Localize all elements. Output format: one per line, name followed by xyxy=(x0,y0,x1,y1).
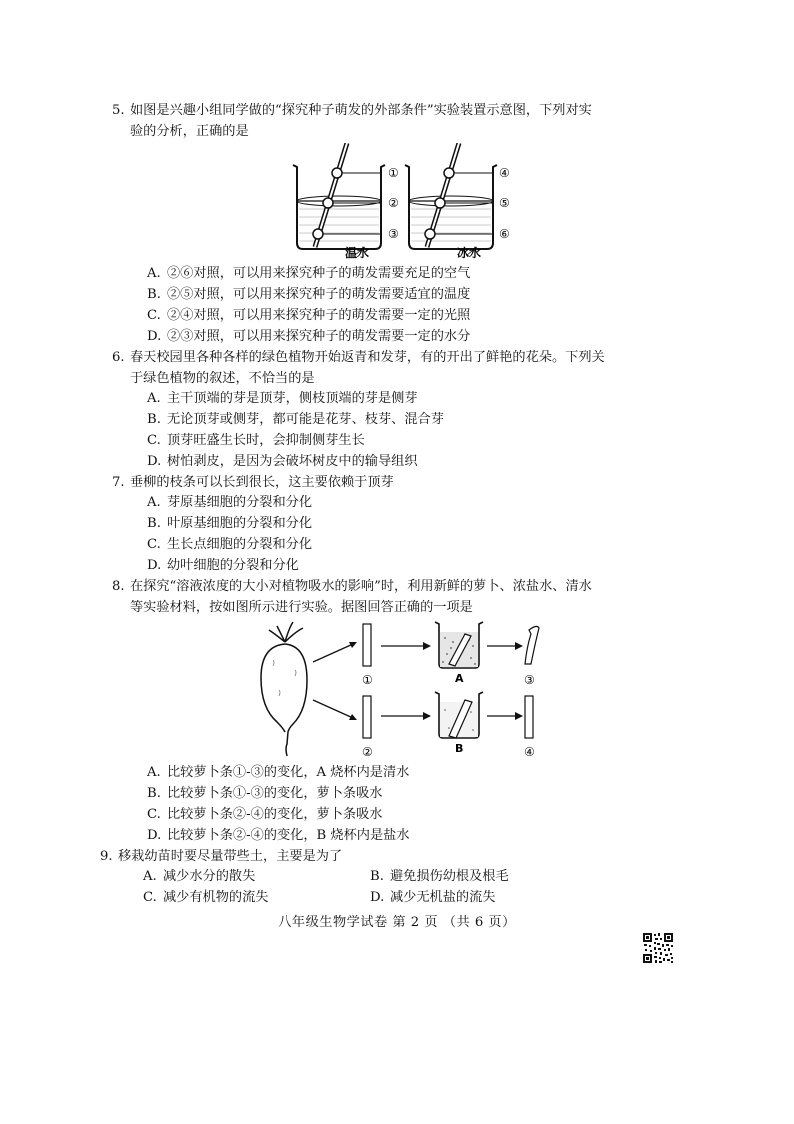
question-5-stem-line-2: 验的分析，正确的是 xyxy=(130,124,249,139)
question-5-option-a: A. ②⑥对照，可以用来探究种子的萌发需要充足的空气 xyxy=(147,266,471,281)
question-6-option-d: D. 树怕剥皮，是因为会破坏树皮中的输导组织 xyxy=(147,454,418,469)
question-number: 8. xyxy=(112,579,125,594)
question-7-option-c: C. 生长点细胞的分裂和分化 xyxy=(147,537,313,552)
question-5-option-c: C. ②④对照，可以用来探究种子的萌发需要一定的光照 xyxy=(147,308,471,323)
page-footer: 八年级生物学试卷 第 2 页 （共 6 页） xyxy=(278,915,516,930)
question-7-option-a: A. 芽原基细胞的分裂和分化 xyxy=(147,495,313,510)
question-6-stem-line-2: 于绿色植物的叙述，不恰当的是 xyxy=(130,371,315,386)
question-8-option-a: A. 比较萝卜条①-③的变化，A 烧杯内是清水 xyxy=(147,765,410,780)
question-9-option-d: D. 减少无机盐的流失 xyxy=(370,890,496,905)
warm-water-caption: 温水 xyxy=(345,246,370,260)
question-6-option-c: C. 顶芽旺盛生长时，会抑制侧芽生长 xyxy=(147,433,365,448)
seed-germination-beakers-figure xyxy=(285,143,525,261)
ice-water-beaker xyxy=(405,143,497,255)
question-6-option-a: A. 主干顶端的芽是顶芽，侧枝顶端的芽是侧芽 xyxy=(147,391,418,406)
question-number: 9. xyxy=(100,849,113,864)
ice-water-caption: 冰水 xyxy=(457,246,482,260)
question-7-option-d: D. 幼叶细胞的分裂和分化 xyxy=(147,558,299,573)
question-number: 5. xyxy=(112,103,125,118)
question-7-stem: 7. 垂柳的枝条可以长到很长，这主要依赖于顶芽 xyxy=(130,472,690,493)
question-number: 7. xyxy=(112,475,125,490)
question-8-stem-line-2: 等实验材料，按如图所示进行实验。据图回答正确的一项是 xyxy=(130,600,473,615)
beaker-label-b: B xyxy=(455,742,464,755)
beaker-a xyxy=(435,622,483,668)
question-8-option-c: C. 比较萝卜条②-④的变化，萝卜条吸水 xyxy=(147,807,383,822)
question-8-option-b: B. 比较萝卜条①-③的变化，萝卜条吸水 xyxy=(147,786,383,801)
qr-code-icon xyxy=(642,932,674,964)
question-5-option-b: B. ②⑤对照，可以用来探究种子的萌发需要适宜的温度 xyxy=(147,287,471,302)
radish-drawing xyxy=(261,622,307,756)
question-7-option-b: B. 叶原基细胞的分裂和分化 xyxy=(147,516,313,531)
strip-marker-3: ③ xyxy=(524,673,535,687)
marker-6: ⑥ xyxy=(499,227,510,241)
question-8-stem-line-1: 8. 在探究“溶液浓度的大小对植物吸水的影响”时，利用新鲜的萝卜、浓盐水、清水 xyxy=(130,576,690,597)
strip-marker-4: ④ xyxy=(524,745,535,759)
marker-4: ④ xyxy=(499,166,510,180)
beaker-b xyxy=(435,692,483,738)
warm-water-beaker xyxy=(293,143,385,255)
marker-3: ③ xyxy=(388,227,399,241)
question-6-stem-line-1: 6. 春天校园里各种各样的绿色植物开始返青和发芽，有的开出了鲜艳的花朵。下列关 xyxy=(130,347,690,368)
question-8-option-d: D. 比较萝卜条②-④的变化，B 烧杯内是盐水 xyxy=(147,828,410,843)
marker-2: ② xyxy=(388,196,399,210)
marker-1: ① xyxy=(388,166,399,180)
question-5-stem-line-1: 5. 如图是兴趣小组同学做的“探究种子萌发的外部条件”实验装置示意图，下列对实 xyxy=(130,100,690,121)
question-6-option-b: B. 无论顶芽或侧芽，都可能是花芽、枝芽、混合芽 xyxy=(147,412,444,427)
strip-marker-2: ② xyxy=(362,745,373,759)
question-9-option-b: B. 避免损伤幼根及根毛 xyxy=(370,869,509,884)
strip-marker-1: ① xyxy=(362,673,373,687)
question-9-stem: 9. 移栽幼苗时要尽量带些土，主要是为了 xyxy=(118,846,678,867)
question-5-option-d: D. ②③对照，可以用来探究种子的萌发需要一定的水分 xyxy=(147,329,471,344)
question-9-option-a: A. 减少水分的散失 xyxy=(143,869,256,884)
marker-5: ⑤ xyxy=(499,196,510,210)
beaker-label-a: A xyxy=(455,672,464,685)
question-number: 6. xyxy=(112,350,125,365)
question-9-option-c: C. 减少有机物的流失 xyxy=(143,890,269,905)
radish-osmosis-figure xyxy=(255,620,555,762)
